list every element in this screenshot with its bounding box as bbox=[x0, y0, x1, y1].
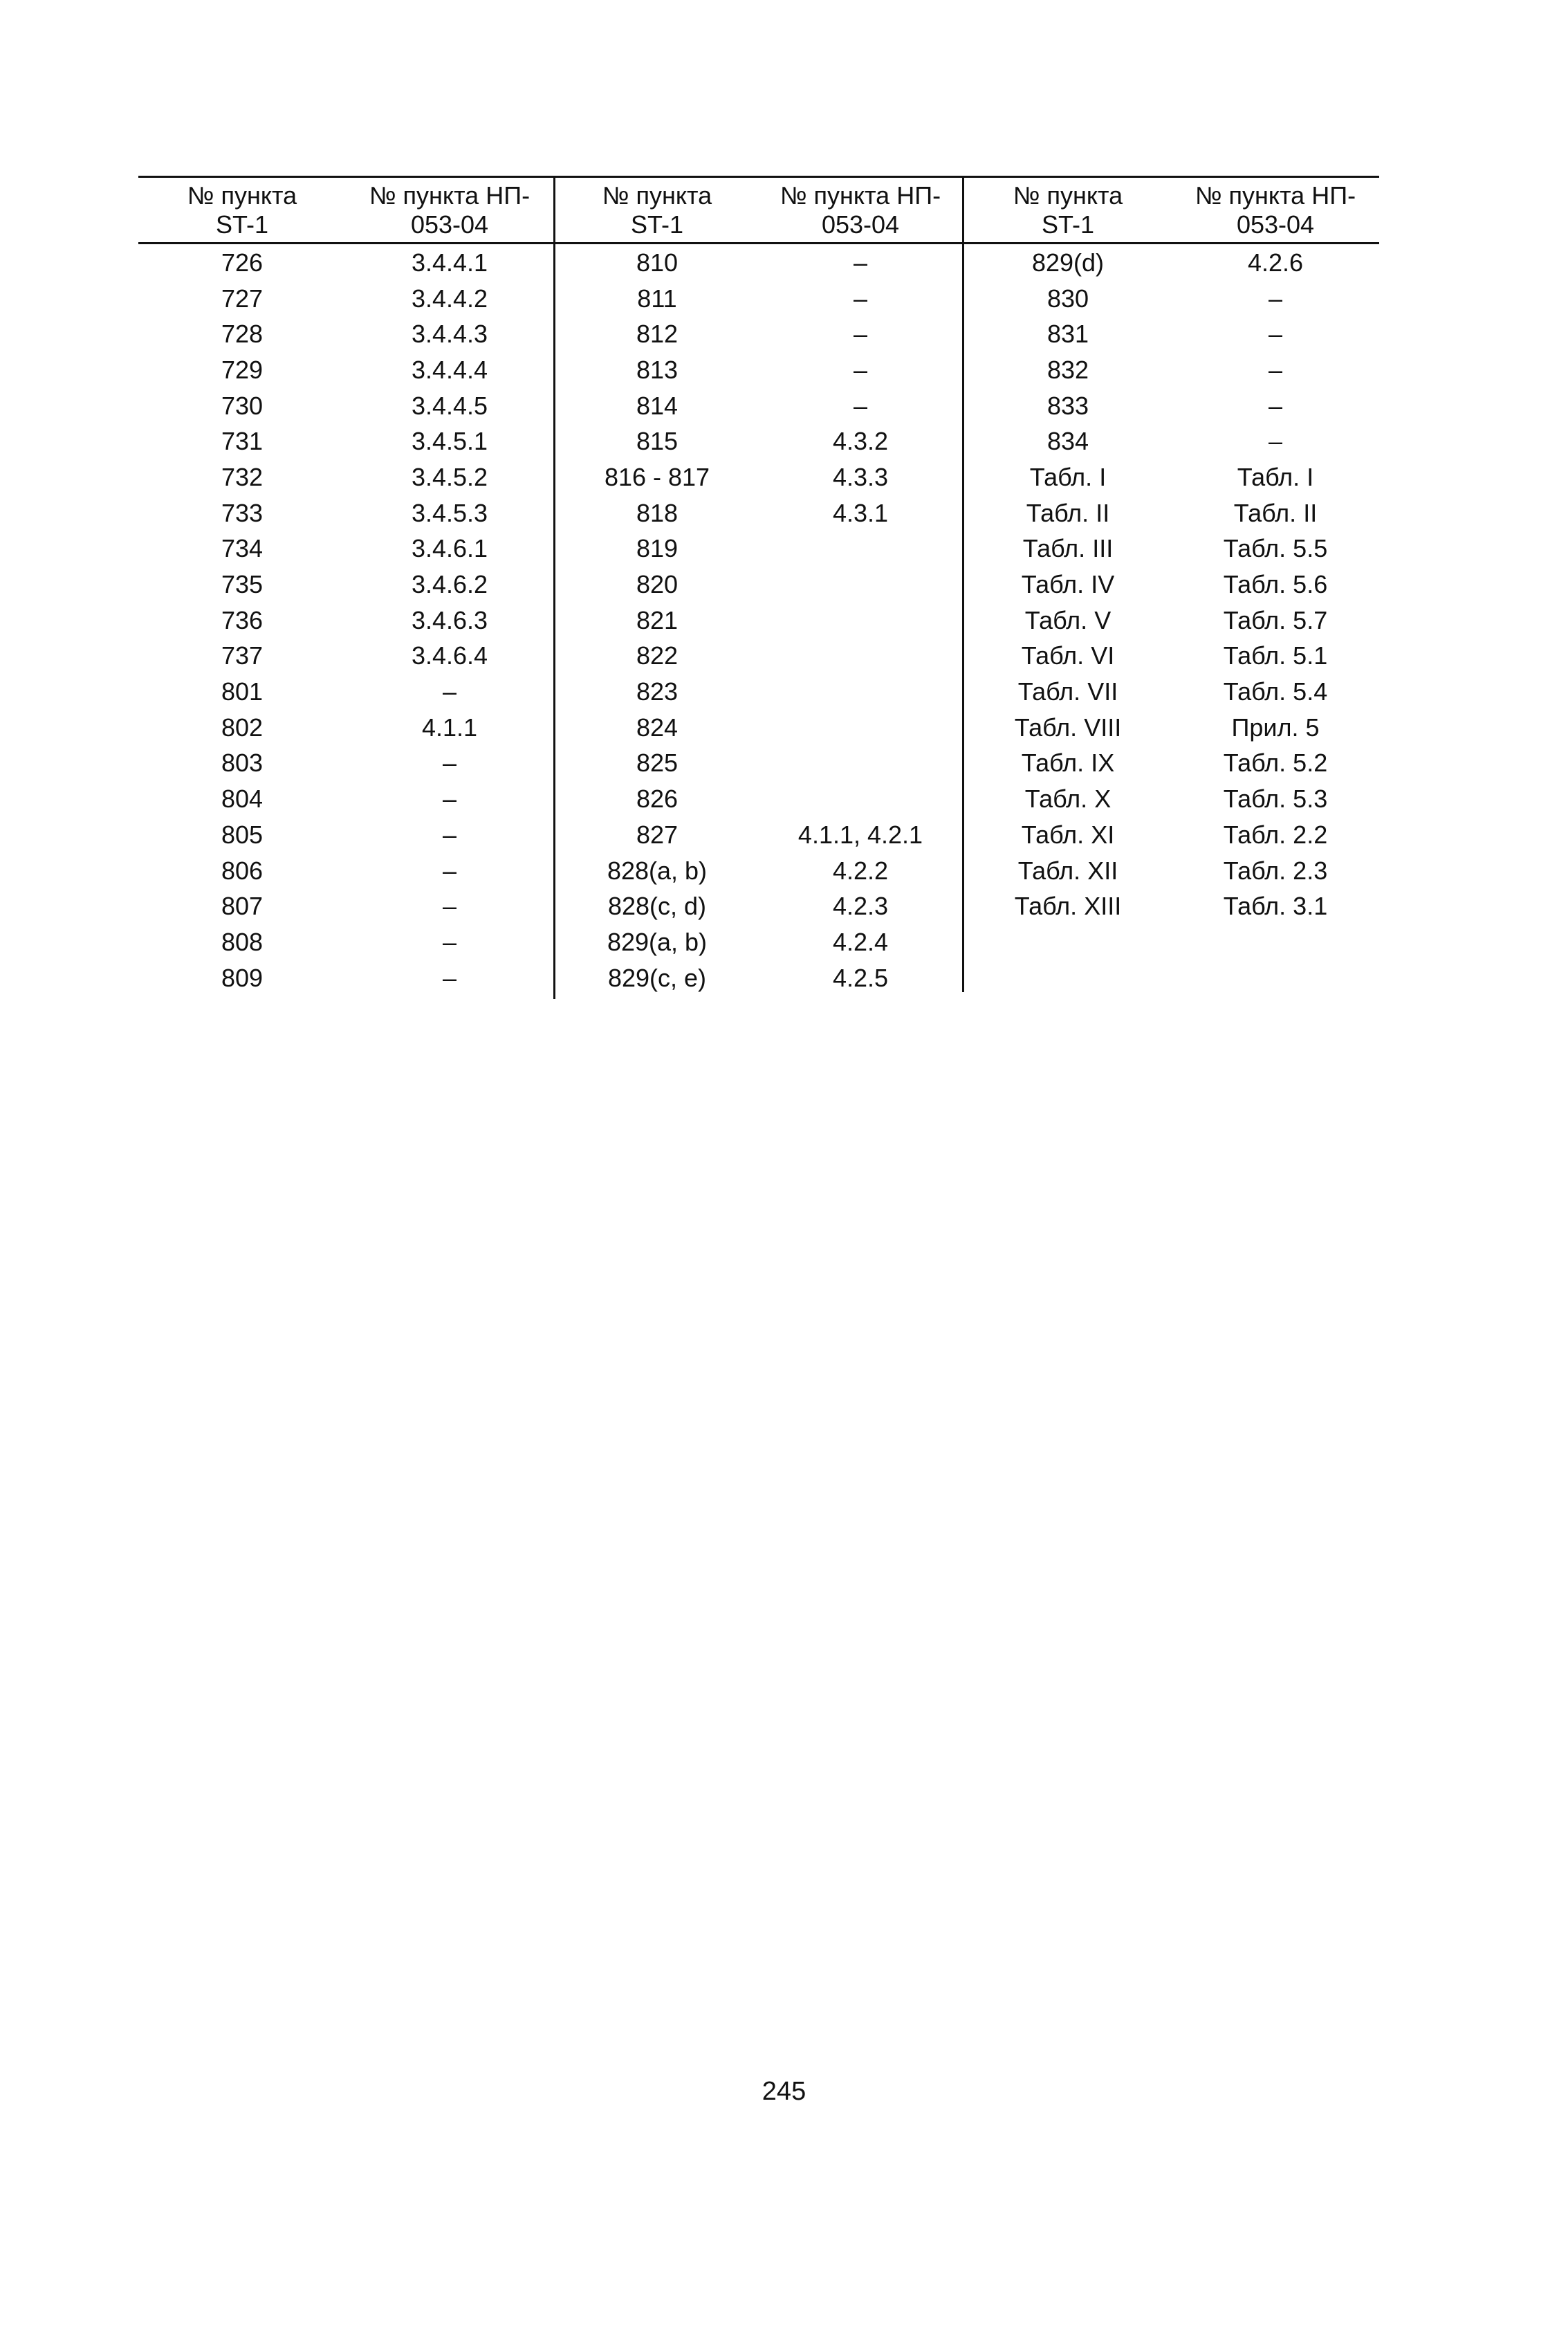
np053-item-cell: 3.4.6.2 bbox=[411, 570, 488, 599]
np053-item-cell: 4.2.3 bbox=[832, 892, 889, 921]
table-block bbox=[138, 176, 553, 992]
st1-item-cell: Табл. X bbox=[1024, 785, 1112, 814]
np053-item-cell: – bbox=[442, 892, 457, 921]
np053-item-cell: 3.4.4.2 bbox=[411, 284, 488, 313]
table-row bbox=[964, 639, 1379, 675]
np053-item-cell: 3.4.6.1 bbox=[411, 534, 488, 563]
table-row bbox=[138, 567, 553, 603]
np053-item-cell: – bbox=[853, 284, 868, 313]
table-row bbox=[964, 781, 1379, 817]
np053-item-cell: – bbox=[1268, 427, 1283, 456]
table-row bbox=[964, 423, 1379, 459]
st1-item-cell: Табл. XII bbox=[1017, 856, 1118, 885]
np053-item-cell: Прил. 5 bbox=[1231, 713, 1320, 742]
np053-item-cell: – bbox=[1268, 320, 1283, 349]
st1-item-cell: 825 bbox=[636, 749, 679, 778]
table-row bbox=[138, 817, 553, 853]
st1-item-cell: 808 bbox=[221, 927, 264, 956]
st1-item-cell: Табл. V bbox=[1024, 605, 1112, 634]
table-block bbox=[555, 176, 962, 992]
table-row bbox=[555, 459, 962, 495]
st1-item-cell: 730 bbox=[221, 391, 264, 420]
np053-item-cell: Табл. I bbox=[1237, 462, 1314, 491]
st1-item-cell: 822 bbox=[636, 641, 679, 670]
st1-item-cell: 828(a, b) bbox=[607, 856, 708, 885]
table-row bbox=[555, 639, 962, 675]
st1-item-cell: 802 bbox=[221, 713, 264, 742]
table-row bbox=[138, 459, 553, 495]
table-row bbox=[555, 746, 962, 782]
np053-item-cell: – bbox=[1268, 355, 1283, 384]
table-header-rule bbox=[138, 242, 1379, 244]
np053-item-cell: 3.4.5.3 bbox=[411, 498, 488, 527]
table-row bbox=[555, 281, 962, 317]
st1-item-cell: 812 bbox=[636, 320, 679, 349]
np053-item-cell: Табл. 5.2 bbox=[1223, 749, 1328, 778]
table-row bbox=[555, 388, 962, 424]
np053-item-cell: Табл. 2.3 bbox=[1223, 856, 1328, 885]
st1-item-cell: 731 bbox=[221, 427, 264, 456]
st1-item-cell: 824 bbox=[636, 713, 679, 742]
table-row bbox=[964, 495, 1379, 531]
page-number: 245 bbox=[762, 2077, 806, 2106]
st1-item-cell: Табл. I bbox=[1029, 462, 1107, 491]
table-row bbox=[138, 710, 553, 746]
table-row bbox=[555, 603, 962, 639]
st1-item-cell: 807 bbox=[221, 892, 264, 921]
st1-item-cell: 809 bbox=[221, 963, 264, 992]
st1-item-cell: 813 bbox=[636, 355, 679, 384]
st1-item-cell: 811 bbox=[637, 284, 677, 313]
st1-item-cell: 729 bbox=[221, 355, 264, 384]
table-row bbox=[138, 781, 553, 817]
table-row bbox=[964, 352, 1379, 388]
st1-item-cell: Табл. III bbox=[1022, 534, 1114, 563]
st1-item-cell: 821 bbox=[636, 605, 679, 634]
table-row bbox=[555, 352, 962, 388]
st1-item-cell: 830 bbox=[1046, 284, 1089, 313]
np053-item-cell: – bbox=[853, 248, 868, 277]
np053-item-cell: 4.1.1 bbox=[421, 713, 478, 742]
np053-item-cell: – bbox=[1268, 391, 1283, 420]
np053-item-cell: – bbox=[442, 749, 457, 778]
np053-item-cell: 3.4.4.1 bbox=[411, 248, 488, 277]
st1-item-cell: Табл. XI bbox=[1021, 820, 1115, 849]
table-row bbox=[964, 531, 1379, 567]
st1-item-cell: 737 bbox=[221, 641, 264, 670]
st1-item-cell: 801 bbox=[221, 677, 264, 706]
header-row bbox=[964, 176, 1379, 242]
table-row bbox=[555, 888, 962, 924]
table-body bbox=[964, 245, 1379, 924]
table-row bbox=[138, 639, 553, 675]
np053-item-cell: 4.2.4 bbox=[832, 927, 889, 956]
st1-item-cell: 735 bbox=[221, 570, 264, 599]
np053-item-cell: – bbox=[853, 355, 868, 384]
np053-item-cell: – bbox=[442, 927, 457, 956]
table-row bbox=[138, 281, 553, 317]
table-row bbox=[964, 388, 1379, 424]
np053-item-cell: 3.4.5.2 bbox=[411, 462, 488, 491]
table-row bbox=[138, 388, 553, 424]
st1-item-cell: 726 bbox=[221, 248, 264, 277]
np053-item-cell: Табл. 5.3 bbox=[1223, 785, 1328, 814]
table-row bbox=[138, 746, 553, 782]
st1-item-cell: 831 bbox=[1046, 320, 1089, 349]
st1-item-cell: 804 bbox=[221, 785, 264, 814]
table-row bbox=[964, 316, 1379, 352]
st1-item-cell: 728 bbox=[221, 320, 264, 349]
st1-item-cell: 819 bbox=[636, 534, 679, 563]
np053-item-cell: 3.4.5.1 bbox=[411, 427, 488, 456]
np053-item-cell: Табл. II bbox=[1233, 498, 1318, 527]
header-np053: № пункта НП- 053-04 bbox=[780, 181, 941, 239]
st1-item-cell: Табл. IV bbox=[1021, 570, 1115, 599]
table-row bbox=[138, 316, 553, 352]
np053-item-cell: – bbox=[853, 391, 868, 420]
table-row bbox=[964, 853, 1379, 889]
header-np053: № пункта НП- 053-04 bbox=[369, 181, 531, 239]
st1-item-cell: Табл. VIII bbox=[1014, 713, 1122, 742]
st1-item-cell: 827 bbox=[636, 820, 679, 849]
table-row bbox=[555, 531, 962, 567]
table-row bbox=[555, 781, 962, 817]
np053-item-cell: Табл. 5.1 bbox=[1223, 641, 1328, 670]
np053-item-cell: Табл. 3.1 bbox=[1223, 892, 1328, 921]
np053-item-cell: Табл. 5.4 bbox=[1223, 677, 1328, 706]
table-row bbox=[555, 316, 962, 352]
table-row bbox=[555, 674, 962, 710]
np053-item-cell: Табл. 5.5 bbox=[1223, 534, 1328, 563]
st1-item-cell: 806 bbox=[221, 856, 264, 885]
np053-item-cell: 4.3.2 bbox=[832, 427, 889, 456]
st1-item-cell: 833 bbox=[1046, 391, 1089, 420]
np053-item-cell: – bbox=[442, 677, 457, 706]
table-body bbox=[555, 245, 962, 996]
np053-item-cell: – bbox=[853, 320, 868, 349]
np053-item-cell: – bbox=[442, 785, 457, 814]
st1-item-cell: Табл. XIII bbox=[1014, 892, 1122, 921]
np053-item-cell: 4.3.3 bbox=[832, 462, 889, 491]
np053-item-cell: – bbox=[1268, 284, 1283, 313]
st1-item-cell: 834 bbox=[1046, 427, 1089, 456]
table-row bbox=[555, 567, 962, 603]
table-row bbox=[555, 817, 962, 853]
table-row bbox=[964, 817, 1379, 853]
table-block bbox=[964, 176, 1379, 921]
np053-item-cell: 3.4.6.4 bbox=[411, 641, 488, 670]
header-st1: № пункта ST-1 bbox=[1013, 181, 1123, 239]
table-row bbox=[555, 924, 962, 960]
table-body bbox=[138, 245, 553, 996]
st1-item-cell: Табл. VI bbox=[1021, 641, 1115, 670]
table-row bbox=[555, 710, 962, 746]
table-row bbox=[555, 853, 962, 889]
st1-item-cell: 732 bbox=[221, 462, 264, 491]
np053-item-cell: 4.2.2 bbox=[832, 856, 889, 885]
table-row bbox=[138, 352, 553, 388]
table-row bbox=[138, 853, 553, 889]
st1-item-cell: 828(c, d) bbox=[607, 892, 707, 921]
table-row bbox=[138, 423, 553, 459]
np053-item-cell: 3.4.4.3 bbox=[411, 320, 488, 349]
table-row bbox=[964, 603, 1379, 639]
header-row bbox=[138, 176, 553, 242]
st1-item-cell: 826 bbox=[636, 785, 679, 814]
header-st1: № пункта ST-1 bbox=[602, 181, 712, 239]
table-row bbox=[138, 960, 553, 996]
header-row bbox=[555, 176, 962, 242]
table-row bbox=[964, 888, 1379, 924]
np053-item-cell: 3.4.6.3 bbox=[411, 605, 488, 634]
np053-item-cell: 4.2.5 bbox=[832, 963, 889, 992]
st1-item-cell: 832 bbox=[1046, 355, 1089, 384]
st1-item-cell: 727 bbox=[221, 284, 264, 313]
np053-item-cell: Табл. 5.7 bbox=[1223, 605, 1328, 634]
st1-item-cell: 805 bbox=[221, 820, 264, 849]
np053-item-cell: 4.2.6 bbox=[1247, 248, 1304, 277]
st1-item-cell: 816 - 817 bbox=[604, 462, 710, 491]
table-row bbox=[138, 495, 553, 531]
table-row bbox=[964, 245, 1379, 281]
st1-item-cell: 823 bbox=[636, 677, 679, 706]
header-np053: № пункта НП- 053-04 bbox=[1195, 181, 1356, 239]
np053-item-cell: – bbox=[442, 820, 457, 849]
np053-item-cell: 3.4.4.5 bbox=[411, 391, 488, 420]
st1-item-cell: 815 bbox=[636, 427, 679, 456]
table-row bbox=[964, 567, 1379, 603]
st1-item-cell: 734 bbox=[221, 534, 264, 563]
table-row bbox=[964, 459, 1379, 495]
st1-item-cell: 733 bbox=[221, 498, 264, 527]
table-row bbox=[555, 960, 962, 996]
st1-item-cell: Табл. IX bbox=[1021, 749, 1115, 778]
table-row bbox=[138, 674, 553, 710]
st1-item-cell: 829(c, e) bbox=[607, 963, 707, 992]
np053-item-cell: – bbox=[442, 856, 457, 885]
st1-item-cell: 829(a, b) bbox=[607, 927, 708, 956]
np053-item-cell: 4.1.1, 4.2.1 bbox=[797, 820, 923, 849]
st1-item-cell: 736 bbox=[221, 605, 264, 634]
table-row bbox=[138, 531, 553, 567]
st1-item-cell: Табл. VII bbox=[1017, 677, 1118, 706]
table-row bbox=[555, 495, 962, 531]
table-row bbox=[138, 245, 553, 281]
table-row bbox=[138, 888, 553, 924]
header-st1: № пункта ST-1 bbox=[187, 181, 297, 239]
st1-item-cell: 810 bbox=[636, 248, 679, 277]
table-row bbox=[138, 603, 553, 639]
table-row bbox=[138, 924, 553, 960]
st1-item-cell: 818 bbox=[636, 498, 679, 527]
table-row bbox=[964, 281, 1379, 317]
st1-item-cell: 803 bbox=[221, 749, 264, 778]
table-row bbox=[555, 245, 962, 281]
st1-item-cell: 814 bbox=[636, 391, 679, 420]
np053-item-cell: 4.3.1 bbox=[832, 498, 889, 527]
np053-item-cell: Табл. 2.2 bbox=[1223, 820, 1328, 849]
np053-item-cell: 3.4.4.4 bbox=[411, 355, 488, 384]
st1-item-cell: Табл. II bbox=[1026, 498, 1110, 527]
table-row bbox=[555, 423, 962, 459]
table-row bbox=[964, 674, 1379, 710]
np053-item-cell: – bbox=[442, 963, 457, 992]
table-row bbox=[964, 746, 1379, 782]
st1-item-cell: 820 bbox=[636, 570, 679, 599]
np053-item-cell: Табл. 5.6 bbox=[1223, 570, 1328, 599]
st1-item-cell: 829(d) bbox=[1031, 248, 1105, 277]
table-row bbox=[964, 710, 1379, 746]
